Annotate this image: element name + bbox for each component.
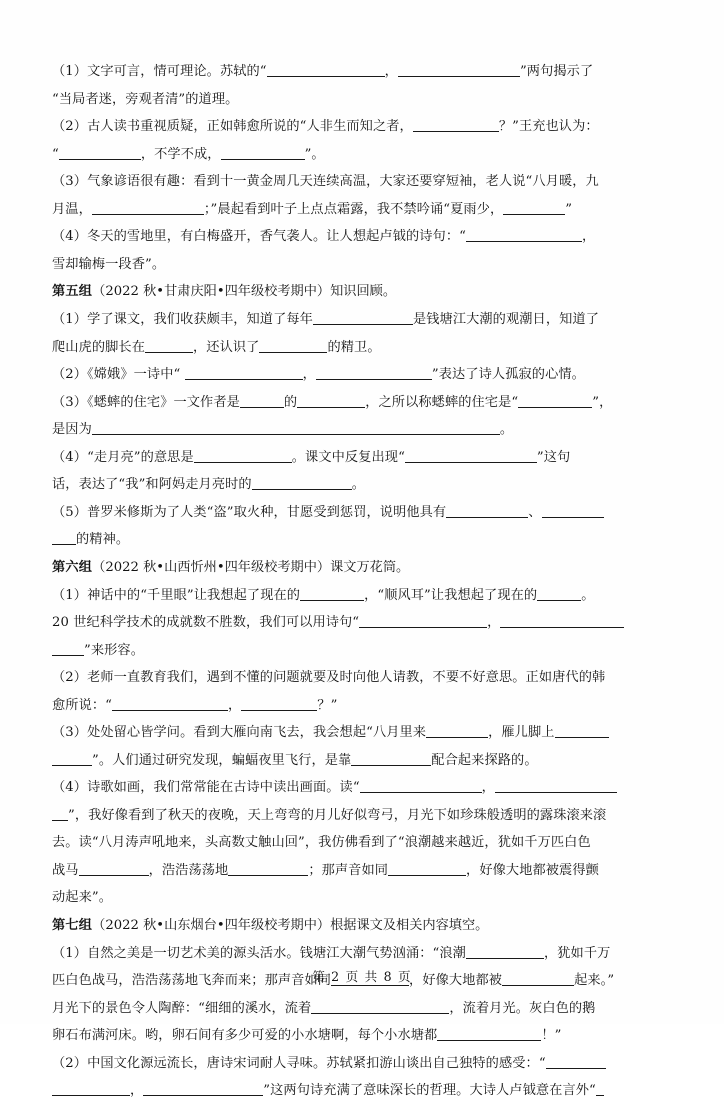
question-line bbox=[52, 306, 674, 334]
fill-in-blank[interactable] bbox=[446, 504, 528, 518]
fill-in-blank[interactable] bbox=[596, 1082, 604, 1096]
fill-in-blank[interactable] bbox=[241, 697, 317, 711]
question-line bbox=[52, 802, 674, 830]
question-line bbox=[52, 196, 674, 224]
question-text: ”来形容。 bbox=[84, 642, 144, 658]
group-name: 第六组 bbox=[52, 559, 93, 575]
question-text: ， bbox=[228, 697, 242, 713]
question-text: （4）冬天的雪地里，有白梅盛开，香气袭人。让人想起卢钺的诗句：“ bbox=[52, 229, 466, 244]
question-line bbox=[52, 940, 674, 968]
question-line bbox=[52, 664, 674, 692]
question-text: 话，表达了“我”和阿妈走月亮时的 bbox=[52, 477, 252, 492]
fill-in-blank[interactable] bbox=[359, 614, 487, 628]
question-text: （4）诗歌如画，我们常常能在古诗中读出画面。读“ bbox=[52, 780, 360, 795]
question-text: ， bbox=[384, 64, 398, 79]
question-text: （1）神话中的“千里眼”让我想起了现在的 bbox=[52, 587, 301, 603]
question-text: ！” bbox=[541, 1028, 562, 1043]
fill-in-blank[interactable] bbox=[240, 394, 284, 408]
question-line bbox=[52, 1077, 674, 1105]
question-line bbox=[52, 361, 674, 389]
question-text: （2）中国文化源远流长，唐诗宋词耐人寻味。苏轼紧扣游山谈出自己独特的感受：“ bbox=[52, 1055, 546, 1071]
question-line bbox=[52, 334, 674, 362]
fill-in-blank[interactable] bbox=[351, 752, 431, 766]
group-name: 第七组 bbox=[52, 917, 93, 933]
question-line bbox=[52, 86, 674, 114]
question-text: “ bbox=[52, 146, 59, 162]
question-text: 的精神。 bbox=[76, 532, 130, 547]
question-text: ”表达了诗人孤寂的心情。 bbox=[431, 367, 585, 382]
question-text: 的 bbox=[283, 394, 298, 410]
question-text: （1）学了课文，我们收获颇丰，知道了每年 bbox=[52, 312, 313, 327]
question-text: 的精卫。 bbox=[327, 339, 381, 355]
question-text: （1）自然之美是一切艺术美的源头活水。钱塘江大潮气势汹涌：“浪潮 bbox=[52, 945, 466, 961]
fill-in-blank[interactable] bbox=[267, 63, 385, 77]
question-line bbox=[52, 829, 674, 857]
question-text: 。 bbox=[499, 422, 514, 437]
question-text: （3）《蟋蟀的住宅》一文作者是 bbox=[52, 394, 240, 410]
question-text: ， bbox=[481, 780, 495, 795]
question-text: （4）“走月亮”的意思是 bbox=[52, 449, 194, 465]
fill-in-blank[interactable] bbox=[59, 146, 141, 160]
question-line bbox=[52, 1022, 674, 1050]
fill-in-blank[interactable] bbox=[52, 752, 92, 766]
question-text: （2）古人读书重视质疑，正如韩愈所说的“人非生而知之者， bbox=[52, 119, 413, 134]
question-text: 是钱塘江大潮的观潮日，知道了 bbox=[412, 312, 599, 327]
question-text: 去。读“八月涛声吼地来，头高数丈触山回”，我仿佛看到了“浪潮越来越近，犹如千万匹白色 bbox=[52, 835, 591, 850]
question-text: ，流着月光。灰白色的鹅 bbox=[449, 1000, 596, 1016]
fill-in-blank[interactable] bbox=[252, 476, 352, 490]
question-text: （2）老师一直教育我们，遇到不懂的问题就要及时向他人请教，不要不好意思。正如唐代的韩 bbox=[52, 670, 606, 685]
question-text: 愈所说：“ bbox=[52, 697, 112, 713]
question-line bbox=[52, 499, 674, 527]
fill-in-blank[interactable] bbox=[300, 587, 364, 601]
question-line bbox=[52, 223, 674, 251]
question-text: ，不学不成， bbox=[140, 146, 221, 162]
question-text: 起来。” bbox=[574, 973, 615, 988]
fill-in-blank[interactable] bbox=[503, 201, 565, 215]
fill-in-blank[interactable] bbox=[495, 779, 617, 793]
question-text: 月温， bbox=[52, 201, 92, 217]
question-text: （3）气象谚语很有趣：看到十一黄金周几天连续高温，大家还要穿短袖，老人说“八月暖，九 bbox=[52, 174, 599, 189]
question-text: （1）文字可言，情可理论。苏轼的“ bbox=[52, 64, 267, 79]
fill-in-blank[interactable] bbox=[518, 394, 592, 408]
fill-in-blank[interactable] bbox=[92, 201, 204, 215]
fill-in-blank[interactable] bbox=[426, 724, 488, 738]
fill-in-blank[interactable] bbox=[555, 724, 609, 738]
question-line bbox=[52, 251, 674, 279]
question-text: ， bbox=[302, 367, 316, 382]
question-text: ，之所以称蟋蟀的住宅是“ bbox=[365, 394, 519, 410]
question-line bbox=[52, 995, 674, 1023]
fill-in-blank[interactable] bbox=[194, 449, 292, 463]
group-heading bbox=[52, 912, 674, 940]
question-line bbox=[52, 857, 674, 885]
question-line bbox=[52, 692, 674, 720]
question-text: 。课文中反复出现“ bbox=[291, 449, 405, 465]
fill-in-blank[interactable] bbox=[313, 311, 413, 325]
question-line bbox=[52, 389, 674, 417]
question-text: 。 bbox=[581, 587, 595, 603]
fill-in-blank[interactable] bbox=[185, 366, 303, 380]
group-meta: （2022 秋•甘肃庆阳•四年级校考期中）知识回顾。 bbox=[92, 284, 397, 299]
question-text: 是因为 bbox=[52, 422, 92, 437]
fill-in-blank[interactable] bbox=[112, 697, 228, 711]
question-line bbox=[52, 444, 674, 472]
question-line bbox=[52, 416, 674, 444]
question-text: ”两句揭示了 bbox=[519, 64, 594, 79]
group-heading bbox=[52, 554, 674, 582]
fill-in-blank[interactable] bbox=[297, 394, 365, 408]
question-line bbox=[52, 719, 674, 747]
fill-in-blank[interactable] bbox=[92, 421, 500, 435]
fill-in-blank[interactable] bbox=[437, 1027, 541, 1041]
question-text: ；那声音如同 bbox=[308, 862, 389, 878]
question-text: （2）《嫦娥》一诗中“ bbox=[52, 367, 185, 382]
question-text: ？” bbox=[317, 697, 338, 713]
fill-in-blank[interactable] bbox=[405, 449, 537, 463]
fill-in-blank[interactable] bbox=[388, 862, 466, 876]
question-line bbox=[52, 609, 674, 637]
question-text: ，雁儿脚上 bbox=[488, 725, 555, 740]
question-text: ；”晨起看到叶子上点点霜露，我不禁吟诵“夏雨少， bbox=[203, 201, 504, 217]
question-text: 动起来”。 bbox=[52, 890, 112, 905]
question-line bbox=[52, 884, 674, 912]
fill-in-blank[interactable] bbox=[145, 339, 193, 353]
question-text: ，好像大地都被 bbox=[409, 973, 503, 988]
question-line bbox=[52, 637, 674, 665]
fill-in-blank[interactable] bbox=[52, 531, 76, 545]
question-text: ，还认识了 bbox=[193, 339, 260, 355]
question-text: ，犹如千万 bbox=[543, 945, 611, 961]
question-text: ，浩浩荡荡地 bbox=[148, 862, 229, 878]
question-text: 匹白色战马，浩浩荡荡地飞奔而来；那声音如同 bbox=[52, 973, 332, 988]
fill-in-blank[interactable] bbox=[52, 807, 68, 821]
fill-in-blank[interactable] bbox=[398, 63, 520, 77]
question-text: 卵石布满河床。哟，卵石间有多少可爱的小水塘啊，每个小水塘都 bbox=[52, 1028, 438, 1043]
question-text: 月光下的景色令人陶醉：“细细的溪水，流着 bbox=[52, 1000, 312, 1016]
question-text: 雪却输梅一段香”。 bbox=[52, 256, 166, 272]
question-text: ， bbox=[130, 1083, 144, 1098]
fill-in-blank[interactable] bbox=[466, 228, 582, 242]
question-text: 。 bbox=[351, 477, 366, 492]
fill-in-blank[interactable] bbox=[143, 1082, 263, 1096]
fill-in-blank[interactable] bbox=[360, 779, 482, 793]
fill-in-blank[interactable] bbox=[311, 1000, 449, 1014]
question-line bbox=[52, 1050, 674, 1078]
page-footer: 第 2 页 共 8 页 bbox=[312, 969, 412, 984]
question-text: 爬山虎的脚长在 bbox=[52, 339, 146, 355]
question-line bbox=[52, 141, 674, 169]
question-line bbox=[52, 113, 674, 141]
fill-in-blank[interactable] bbox=[52, 1082, 130, 1096]
question-text: ，“顺风耳”让我想起了现在的 bbox=[364, 587, 538, 603]
fill-in-blank[interactable] bbox=[546, 1055, 606, 1069]
fill-in-blank[interactable] bbox=[316, 366, 432, 380]
question-text: “当局者迷，旁观者清”的道理。 bbox=[52, 91, 239, 107]
question-line bbox=[52, 582, 674, 610]
question-text: 20 世纪科学技术的成就数不胜数，我们可以用诗句“ bbox=[52, 615, 360, 630]
document-content bbox=[52, 58, 674, 1105]
question-text: （3）处处留心皆学问。看到大雁向南飞去，我会想起“八月里来 bbox=[52, 725, 427, 740]
fill-in-blank[interactable] bbox=[466, 945, 544, 959]
question-text: ”， bbox=[592, 394, 613, 410]
question-text: 战马 bbox=[52, 862, 79, 878]
question-text: 、 bbox=[528, 504, 542, 520]
fill-in-blank[interactable] bbox=[537, 587, 581, 601]
fill-in-blank[interactable] bbox=[542, 504, 604, 518]
fill-in-blank[interactable] bbox=[221, 146, 305, 160]
question-text: ”这两句诗充满了意味深长的哲理。大诗人卢钺意在言外“ bbox=[263, 1083, 596, 1098]
question-text: ”，我好像看到了秋天的夜晚，天上弯弯的月儿好似弯弓，月光下如珍珠般透明的露珠滚来滚 bbox=[68, 807, 607, 823]
question-text: ， bbox=[487, 615, 501, 630]
question-text: ” bbox=[565, 201, 573, 217]
question-line bbox=[52, 58, 674, 86]
question-text: ？”王充也认为： bbox=[498, 119, 599, 134]
question-line bbox=[52, 168, 674, 196]
question-line bbox=[52, 747, 674, 775]
fill-in-blank[interactable] bbox=[52, 642, 84, 656]
question-text: ”。人们通过研究发现，蝙蝠夜里飞行，是靠 bbox=[92, 752, 352, 768]
group-meta: （2022 秋•山东烟台•四年级校考期中）根据课文及相关内容填空。 bbox=[92, 917, 489, 933]
question-line bbox=[52, 526, 674, 554]
fill-in-blank[interactable] bbox=[228, 862, 308, 876]
fill-in-blank[interactable] bbox=[259, 339, 327, 353]
question-text: ，好像大地都被震得颤 bbox=[466, 862, 599, 878]
group-name: 第五组 bbox=[52, 284, 93, 299]
fill-in-blank[interactable] bbox=[413, 118, 499, 132]
question-line bbox=[52, 774, 674, 802]
question-text: ”这句 bbox=[536, 449, 571, 465]
fill-in-blank[interactable] bbox=[79, 862, 149, 876]
group-meta: （2022 秋•山西忻州•四年级校考期中）课文万花筒。 bbox=[92, 559, 410, 575]
question-line bbox=[52, 471, 674, 499]
fill-in-blank[interactable] bbox=[500, 614, 624, 628]
question-text: （5）普罗米修斯为了人类“盗”取火种，甘愿受到惩罚，说明他具有 bbox=[52, 504, 447, 520]
question-text: ， bbox=[581, 229, 596, 244]
question-text: ”。 bbox=[304, 146, 325, 162]
question-text: 配合起来探路的。 bbox=[431, 752, 538, 768]
group-heading bbox=[52, 278, 674, 306]
